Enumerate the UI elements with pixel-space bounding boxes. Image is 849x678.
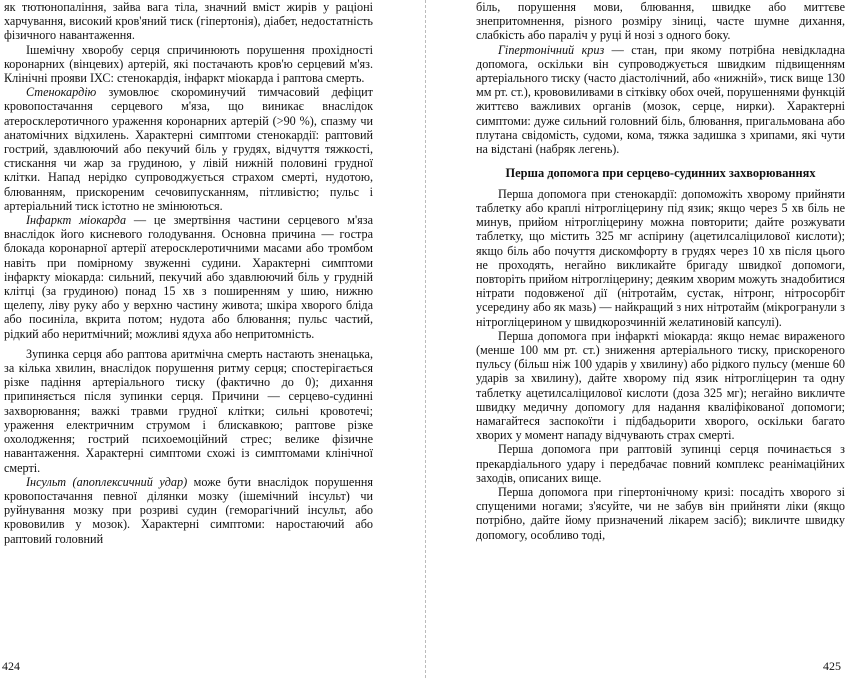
left-page	[0, 0, 383, 678]
right-page	[466, 0, 849, 678]
paragraph-text: — стан, при якому потрібна невідкладна допомога, оскільки він супроводжується швидким підвищенням артеріального тиску (часто діастолічний, або «нижній», тиск вище 130 мм рт. ст.), крововиливами в сітківку обох очей, порушеннями функцій життєво важливих органів (мозок, серце, нирки). Характерні симптоми: дуже сильний головний біль, блювання, пригальмована або плутана свідомість, судоми, кома, тяжка задишка з хрипами, які чути на відстані (набряк легень).	[476, 42, 845, 157]
term-infarction: Інфаркт міокарда	[26, 213, 127, 228]
paragraph	[476, 485, 845, 542]
paragraph-text: Ішемічну хворобу серця спричинюють порушення прохідності коронарних (вінцевих) артерій, які постачають кров'ю серцевий м'яз. Клінічні прояви ІХС: стенокардія, інфаркт міокарда і раптова смерть.	[4, 42, 373, 86]
term-hypertensive-crisis: Гіпертонічний криз	[498, 42, 605, 57]
paragraph	[476, 0, 845, 43]
term-stroke: Інсульт (апоплексичний удар)	[26, 474, 188, 489]
paragraph	[4, 475, 373, 546]
section-heading: Перша допомога при серцево-судинних захворюваннях	[505, 166, 816, 181]
paragraph-text: може бути внаслідок порушення кровопостачання певної ділянки мозку (ішемічний інсульт) чи руйнування мозку при розриві судин (геморагічний інсульт, або крововилив у мозок). Характерні симптоми: наростаючий або раптовий головний	[4, 474, 373, 546]
paragraph	[476, 329, 845, 443]
paragraph-text: Перша допомога при стенокардії: допоможіть хворому прийняти таблетку або краплі нітрогліцерину під язик; якщо через 5 хв біль не минув, прийом нітрогліцерину можна повторити; дайте розжувати таблетку, що містить 325 мг аспірину (ацетилсаліцилової кислоти); якщо біль або почуття дискомфорту в грудях через 10 хв після цього не проходять, негайно викликайте бригаду швидкої допомоги, повторіть прийом нітрогліцерину; деяким хворим можуть знадобитися нітрати подовженої дії (нітротайм, сустак, нітронг, нітросорбіт усередину або як мазь) — найкращий з них нітротайм (мікрогранули з нітрогліцерином у швидкорозчинній желатиновій капсулі).	[476, 186, 845, 329]
page-divider	[425, 0, 426, 678]
term-angina: Стенокардію	[26, 85, 97, 100]
paragraph	[4, 43, 373, 86]
paragraph-text: Перша допомога при інфаркті міокарда: якщо немає вираженого (менше 100 мм рт. ст.) зниження артеріального тиску, прискореного пульсу (більш ніж 100 ударів у хвилину) або рідкого пульсу (менше 60 ударів за хвилину), дайте хворому під язик нітрогліцерин та одну таблетку ацетилсаліцилової кислоти (доза 325 мг); негайно викличте швидку медичну допомогу для надання кваліфікованої допомоги; намагайтеся заспокоїти і підбадьорити хворого, оскільки багато хворих у момент нападу відчувають страх смерті.	[476, 328, 845, 443]
paragraph	[4, 347, 373, 475]
right-page-text	[476, 0, 845, 542]
page-number-right: 425	[823, 659, 841, 673]
paragraph-text: Перша допомога при раптовій зупинці серця починається з прекардіального удару і передбачає повний комплекс реанімаційних заходів, описаних вище.	[476, 442, 845, 485]
page-number-left: 424	[2, 659, 20, 673]
paragraph-text: як тютюнопаління, зайва вага тіла, значний вміст жирів у раціоні харчування, високий кров'яний тиск (гіпертонія), діабет, недостатність фізичного навантаження.	[4, 0, 373, 43]
paragraph-text: Перша допомога при гіпертонічному кризі: посадіть хворого зі спущеними ногами; з'ясуйте, чи не забув він прийняти ліки (якщо потрібно, дайте йому призначений лікарем засіб); викличте швидку допомогу, особливо тоді,	[476, 485, 845, 542]
paragraph	[4, 0, 373, 43]
paragraph	[4, 85, 373, 213]
paragraph	[476, 187, 845, 329]
paragraph	[4, 213, 373, 341]
left-page-text	[4, 0, 373, 546]
paragraph-text: — це змертвіння частини серцевого м'яза внаслідок його кисневого голодування. Основна причина — гостра блокада коронарної артерії атеросклеротичними масами або тромбом навіть при помірному звуженні судини. Характерні симптоми інфаркту міокарда: сильний, пекучий або здавлюючий біль у грудній клітці (за грудиною) понад 15 хв з поширенням у шию, нижню щелепу, ліву руку або у верхню частину живота; шкіра хворого бліда або посиніла, вкрита потом; нудота або блювання; пульс частий, рідкий або неритмічний; можливі ядуха або непритомність.	[4, 213, 373, 341]
paragraph-text: біль, порушення мови, блювання, швидке або миттєве знепритомнення, різного розміру зіниці, часте шумне дихання, слабкість або параліч у руці й нозі з одного боку.	[476, 0, 845, 43]
paragraph-text: Зупинка серця або раптова аритмічна смерть настають зненацька, за кілька хвилин, внаслідок порушення ритму серця; спостерігається різке падіння артеріального тиску (фактично до 0); дихання припиняється після зупинки серця. Причини — серцево-судинні захворювання; важкі травми грудної клітки; сильні кровотечі; ураження електричним струмом і блискавкою; раптове різке охолодження; гострий психоемоційний стрес; велике фізичне навантаження. Характерні симптоми схожі із симптомами клінічної смерті.	[4, 346, 373, 475]
paragraph-text: зумовлює скороминучий тимчасовий дефіцит кровопостачання серцевого м'яза, що виникає внаслідок атеросклеротичного ураження коронарних артерій (>90 %), спазму чи анатомічних відхилень. Характерні симптоми стенокардії: раптовий гострий, здавлюючий або пекучий біль у грудях, відчуття тяжкості, стискання чи жар за грудиною, у лівій нижній половині грудної клітки. Напад нерідко супроводжується страхом смерті, нудотою, блюванням, прискореним сечовипусканням, пітливістю; пульс і артеріальний тиск істотно не змінюються.	[4, 85, 373, 213]
paragraph	[476, 43, 845, 157]
paragraph	[476, 442, 845, 485]
